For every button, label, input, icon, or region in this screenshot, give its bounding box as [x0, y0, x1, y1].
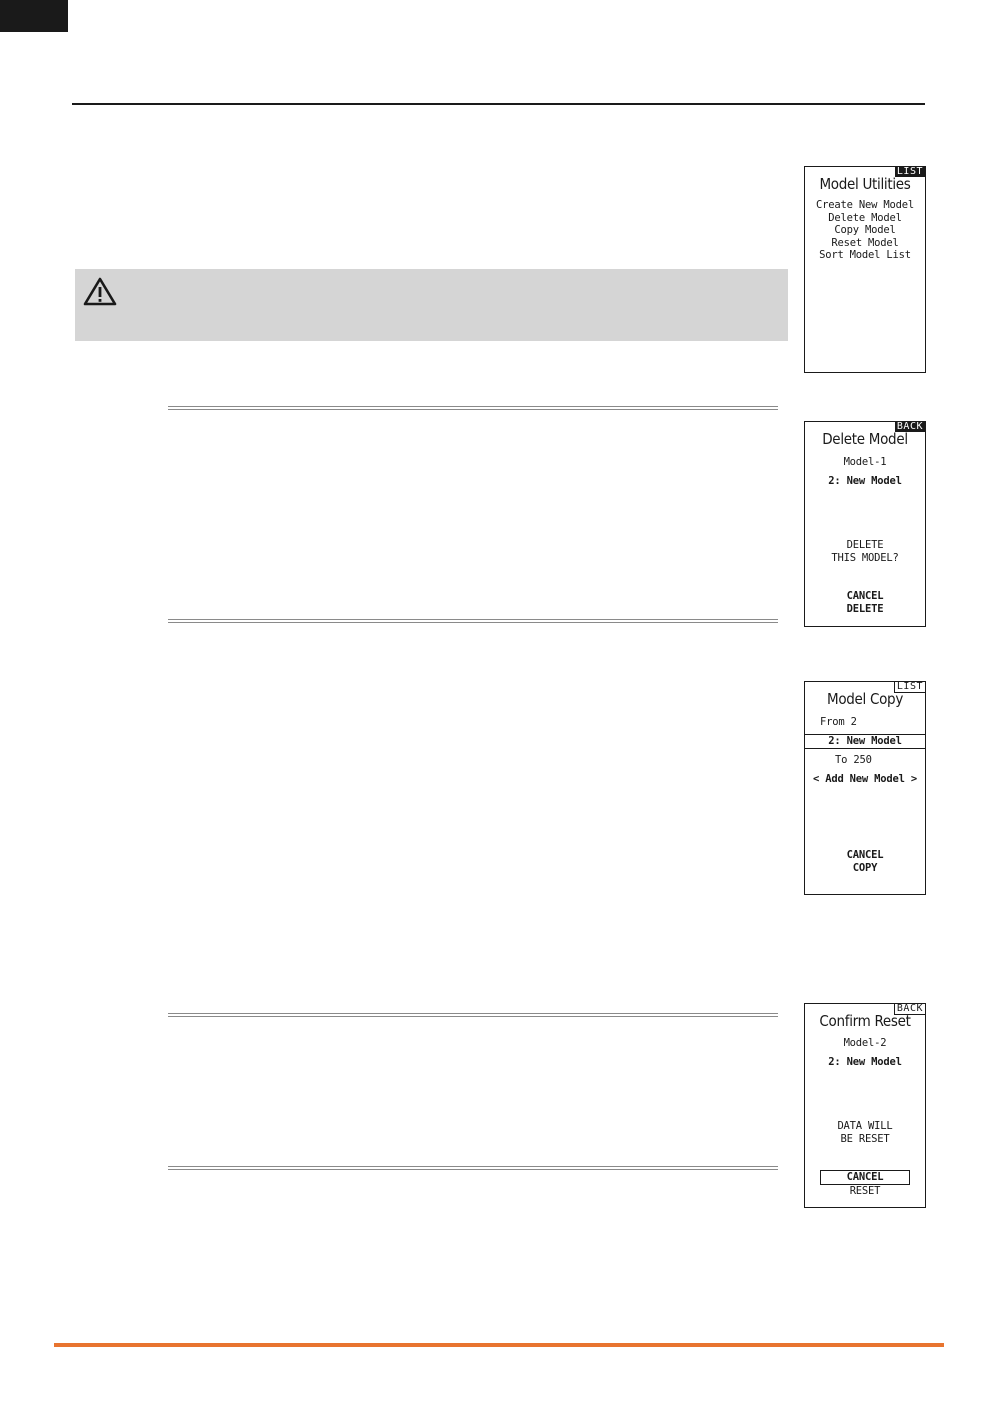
model-name[interactable]: 2: New Model: [828, 1056, 902, 1068]
model-slot: Model-1: [843, 456, 887, 468]
menu-item-sort-model-list[interactable]: Sort Model List: [819, 249, 911, 262]
warning-box: [75, 269, 788, 341]
prompt-line-2: THIS MODEL?: [831, 552, 899, 564]
delete-button[interactable]: DELETE: [846, 603, 884, 615]
back-tag[interactable]: BACK: [896, 421, 923, 432]
copy-button[interactable]: COPY: [852, 862, 878, 874]
menu-item-create-new-model[interactable]: Create New Model: [816, 199, 914, 211]
page-corner-tab: [0, 0, 68, 32]
section-rule-reset-bottom: [168, 1166, 778, 1170]
prompt-line-1: DATA WILL: [837, 1120, 893, 1132]
screen-title: Model Copy: [826, 690, 904, 708]
cancel-button[interactable]: CANCEL: [846, 590, 884, 602]
screen-confirm-reset: [804, 1003, 926, 1208]
header-rule: [72, 103, 925, 105]
menu-item-delete-model[interactable]: Delete Model: [828, 211, 902, 224]
cancel-button[interactable]: CANCEL: [846, 849, 884, 861]
footer-accent-rule: [54, 1343, 944, 1347]
screen-title: Delete Model: [822, 430, 908, 448]
section-rule-delete-bottom: [168, 619, 778, 623]
prompt-line-2: BE RESET: [840, 1133, 890, 1145]
from-model-selector[interactable]: 2: New Model: [804, 734, 926, 749]
prompt-line-1: DELETE: [846, 539, 884, 551]
screen-model-copy: [804, 681, 926, 895]
to-label: To 250: [835, 754, 872, 766]
section-rule-delete-top: [168, 406, 778, 410]
screen-title: Confirm Reset: [819, 1012, 911, 1030]
screen-delete-model: [804, 421, 926, 627]
reset-button[interactable]: RESET: [849, 1185, 881, 1197]
screen-title: Model Utilities: [819, 175, 911, 193]
back-tag[interactable]: BACK: [894, 1004, 925, 1015]
warning-triangle-icon: [83, 277, 117, 307]
to-model-selector[interactable]: < Add New Model >: [812, 773, 918, 785]
from-label: From 2: [820, 716, 857, 728]
cancel-button[interactable]: CANCEL: [820, 1170, 910, 1185]
model-name[interactable]: 2: New Model: [828, 475, 902, 487]
screen-model-utilities: [804, 166, 926, 373]
section-rule-reset-top: [168, 1013, 778, 1017]
list-tag[interactable]: LIST: [894, 682, 925, 693]
model-slot: Model-2: [843, 1037, 887, 1049]
list-tag[interactable]: LIST: [896, 166, 923, 177]
menu-item-reset-model[interactable]: Reset Model: [831, 236, 899, 249]
menu-item-copy-model[interactable]: Copy Model: [834, 224, 896, 237]
